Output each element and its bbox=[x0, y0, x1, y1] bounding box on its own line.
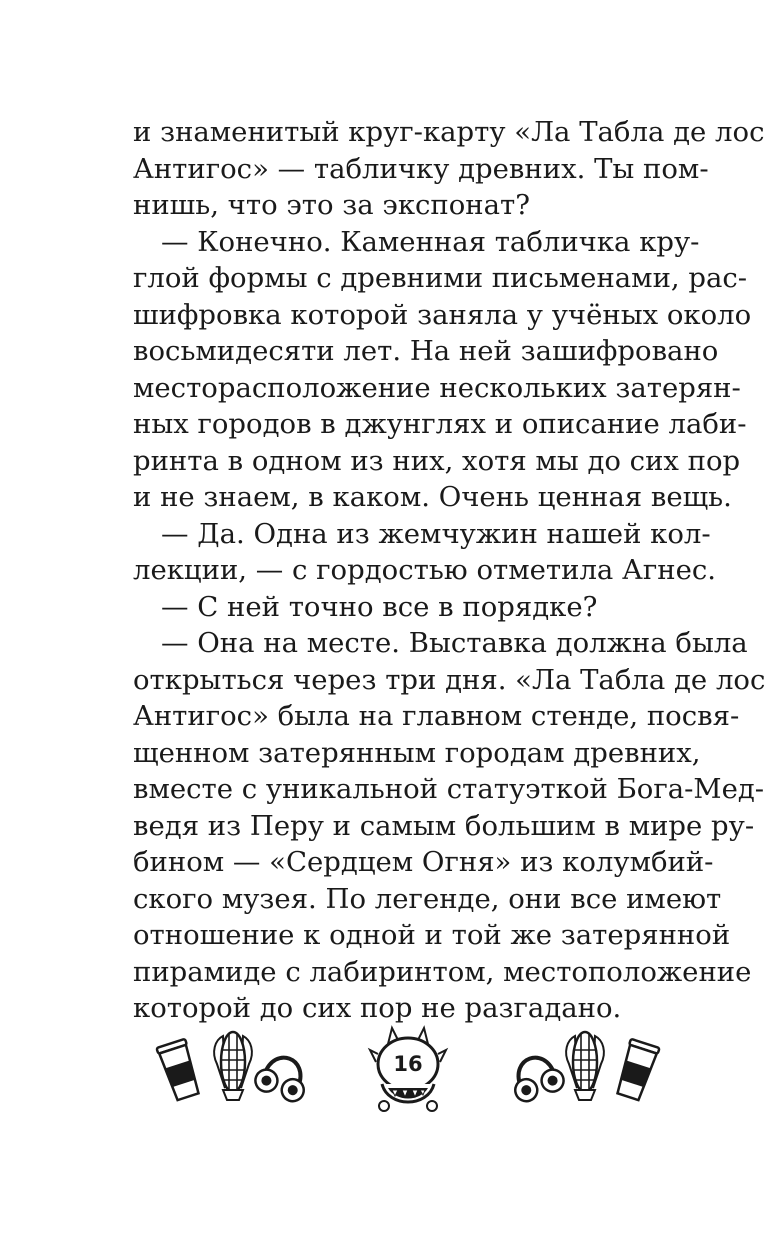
footer-ornaments bbox=[0, 1020, 768, 1130]
text-line: и знаменитый круг-карту «Ла Табла де лос bbox=[133, 116, 765, 148]
text-line: Антигос» — табличку древних. Ты пом- bbox=[133, 152, 709, 185]
coffee-cup-icon bbox=[156, 1039, 202, 1102]
headphones-icon bbox=[506, 1050, 566, 1104]
corn-cob-icon bbox=[566, 1032, 604, 1100]
text-line: — Да. Одна из жемчужин нашей кол- bbox=[161, 517, 711, 550]
text-line: ных городов в джунглях и описание лаби- bbox=[133, 408, 747, 440]
text-line: нишь, что это за экспонат? bbox=[133, 189, 530, 221]
text-line: шифровка которой заняла у учёных около bbox=[133, 298, 752, 331]
corn-cob-icon bbox=[214, 1032, 252, 1100]
text-line: пирамиде с лабиринтом, местоположение bbox=[133, 955, 752, 988]
text-line: — С ней точно все в порядке? bbox=[161, 590, 598, 623]
text-line: — Она на месте. Выставка должна была bbox=[161, 627, 748, 659]
text-line: — Конечно. Каменная табличка кру- bbox=[161, 225, 700, 258]
coffee-cup-icon bbox=[614, 1039, 660, 1102]
text-line: ринта в одном из них, хотя мы до сих пор bbox=[133, 444, 741, 477]
page-footer bbox=[0, 1020, 768, 1130]
text-line: восьмидесяти лет. На ней зашифровано bbox=[133, 335, 719, 367]
text-line: Антигос» была на главном стенде, посвя- bbox=[133, 700, 740, 732]
page-number: 16 bbox=[393, 1052, 423, 1076]
text-line: отношение к одной и той же затерянной bbox=[133, 919, 731, 951]
text-line: месторасположение нескольких затерян- bbox=[133, 371, 741, 404]
text-line: вместе с уникальной статуэткой Бога-Мед- bbox=[133, 773, 765, 805]
text-line: которой до сих пор не разгадано. bbox=[133, 992, 622, 1024]
page-body-text bbox=[133, 114, 766, 1027]
text-line: ского музея. По легенде, они все имеют bbox=[133, 882, 722, 915]
headphones-icon bbox=[252, 1050, 312, 1104]
text-line: и не знаем, в каком. Очень ценная вещь. bbox=[133, 481, 732, 513]
text-line: глой формы с древними письменами, рас- bbox=[133, 262, 748, 294]
text-line: ведя из Перу и самым большим в мире ру- bbox=[133, 809, 755, 842]
text-line: открыться через три дня. «Ла Табла де лос bbox=[133, 663, 766, 696]
text-line: лекции, — с гордостью отметила Агнес. bbox=[133, 554, 717, 586]
text-line: бином — «Сердцем Огня» из колумбий- bbox=[133, 846, 714, 878]
text-line: щенном затерянным городам древних, bbox=[133, 736, 701, 769]
monster-head-icon bbox=[370, 1028, 446, 1111]
